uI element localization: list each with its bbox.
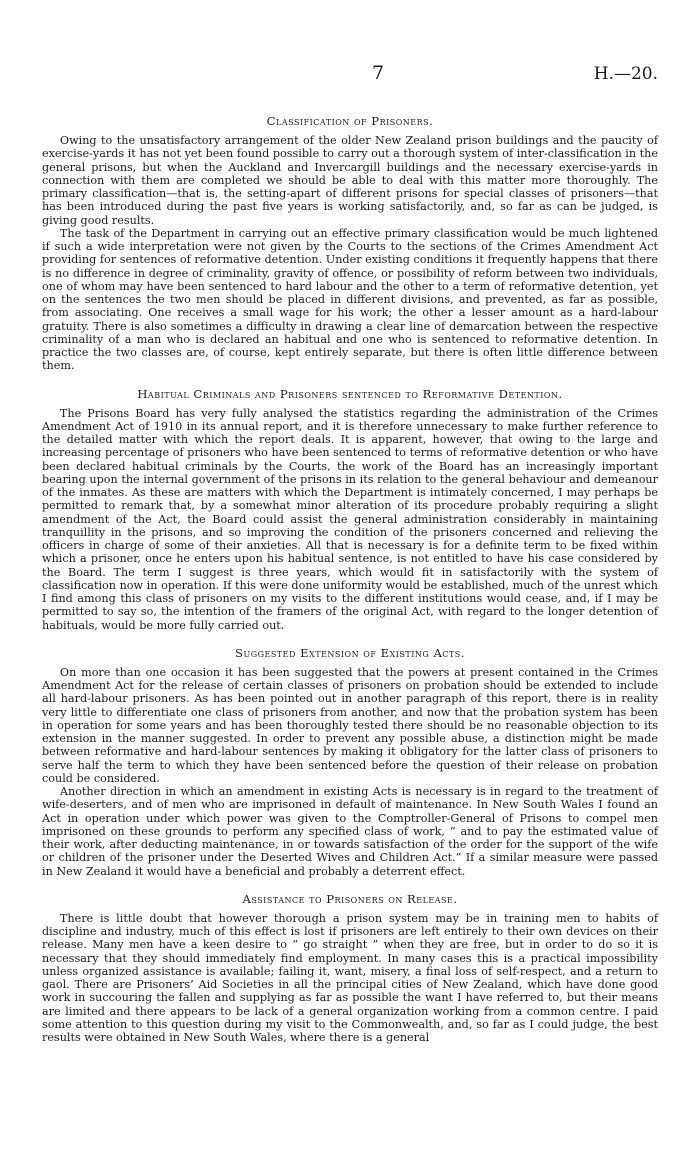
document-reference: H.—20. (593, 64, 658, 84)
section-habitual-criminals (42, 387, 658, 632)
paragraph: There is little doubt that however thorough a prison system may be in training men to habits of discipline and industry, much of this effect is lost if prisoners are left entirely to their own devices on their release. Many men have a keen desire to “ go straight ” when they are free, but in order to do so it is necessary that they should immediately find employment. In many cases this is a practical impossibility unless organized assistance is available; failing it, want, misery, a final loss of self-respect, and a return to gaol. There are Prisoners’ Aid Societies in all the principal cities of New Zealand, which have done good work in succouring the fallen and supplying as far as possible the want I have referred to, but their means are limited and there appears to be lack of a general organization working from a common centre. I paid some attention to this question during my visit to the Commonwealth, and, so far as I could judge, the best results were obtained in New South Wales, where there is a general (42, 911, 658, 1044)
paragraph: The Prisons Board has very fully analysed the statistics regarding the administration of the Crimes Amendment Act of 1910 in its annual report, and it is therefore unnecessary to make further reference to the detailed matter with which the report deals. It is apparent, however, that owing to the large and increasing percentage of prisoners who have been sentenced to terms of reformative detention or who have been declared habitual criminals by the Courts, the work of the Board has an increasingly important bearing upon the internal government of the prisons in its relation to the general behaviour and demeanour of the inmates. As these are matters with which the Department is intimately concerned, I may perhaps be permitted to remark that, by a somewhat minor alteration of its procedure probably requiring a slight amendment of the Act, the Board could assist the general administration considerably in maintaining tranquillity in the prisons, and so improving the condition of the prisoners concerned and relieving the officers in charge of some of their anxieties. All that is necessary is for a definite term to be fixed within which a prisoner, once he enters upon his habitual sentence, is not entitled to have his case considered by the Board. The term I suggest is three years, which would fit in satisfactorily with the system of classification now in operation. If this were done uniformity would be established, much of the unrest which I find among this class of prisoners on my visits to the different institutions would cease, and, if I may be permitted to say so, the intention of the framers of the original Act, with regard to the longer detention of habituals, would be more fully carried out. (42, 406, 658, 632)
section-heading: Suggested Extension of Existing Acts. (235, 645, 465, 660)
section-heading: Classification of Prisoners. (266, 114, 434, 128)
page-header (42, 0, 658, 100)
page-number: 7 (372, 62, 385, 84)
section-heading: Assistance to Prisoners on Release. (242, 891, 458, 906)
section-assistance-on-release (42, 892, 658, 1045)
paragraph: Owing to the unsatisfactory arrangement of the older New Zealand prison buildings and the paucity of exercise-yards it has not yet been found possible to carry out a thorough system of inter-classification in the general prisons, but when the Auckland and Invercargill buildings and the necessary exercise-yards in connection with them are completed we should be able to deal with this matter more thoroughly. The primary classification—that is, the setting-apart of different prisons for special classes of prisoners—that has been introduced during the past five years is working satisfactorily, and, so far as can be judged, is giving good results. (42, 134, 658, 227)
paragraph: Another direction in which an amendment in existing Acts is necessary is in regard to the treatment of wife-deserters, and of men who are imprisoned in default of maintenance. In New South Wales I found an Act in operation under which power was given to the Comptroller-General of Prisons to compel men imprisoned on these grounds to perform any specified class of work, “ and to pay the estimated value of their work, after deducting maintenance, in or towards satisfaction of the order for the support of the wife or children of the prisoner under the Deserted Wives and Children Act.” If a similar measure were passed in New Zealand it would have a beneficial and probably a deterrent effect. (42, 785, 658, 878)
section-heading: Habitual Criminals and Prisoners sentenced to Reformative Detention. (137, 386, 563, 401)
section-classification (42, 114, 658, 373)
section-extension-of-acts (42, 646, 658, 878)
paragraph: On more than one occasion it has been suggested that the powers at present contained in the Crimes Amendment Act for the release of certain classes of prisoners on probation should be extended to include all hard-labour prisoners. As has been pointed out in another paragraph of this report, there is in reality very little to differentiate one class of prisoners from another, and now that the probation system has been in operation for some years and has been thoroughly tested there should be no reasonable objection to its extension in the manner suggested. In order to prevent any possible abuse, a distinction might be made between reformative and hard-labour sentences by making it obligatory for the latter class of prisoners to serve half the term to which they have been sentenced before the question of their release on probation could be considered. (42, 665, 658, 785)
paragraph: The task of the Department in carrying out an effective primary classification would be much lightened if such a wide interpretation were not given by the Courts to the sections of the Crimes Amendment Act providing for sentences of reformative detention. Under existing conditions it frequently happens that there is no difference in degree of criminality, gravity of offence, or possibility of reform between two individuals, one of whom may have been sentenced to hard labour and the other to a term of reformative detention, yet on the sentences the two men should be placed in different divisions, and prevented, as far as possible, from associating. One receives a small wage for his work; the other a lesser amount as a hard-labour gratuity. There is also sometimes a difficulty in drawing a clear line of demarcation between the respective criminality of a man who is declared an habitual and one who is sentenced to reformative detention. In practice the two classes are, of course, kept entirely separate, but there is often little difference between them. (42, 226, 658, 373)
